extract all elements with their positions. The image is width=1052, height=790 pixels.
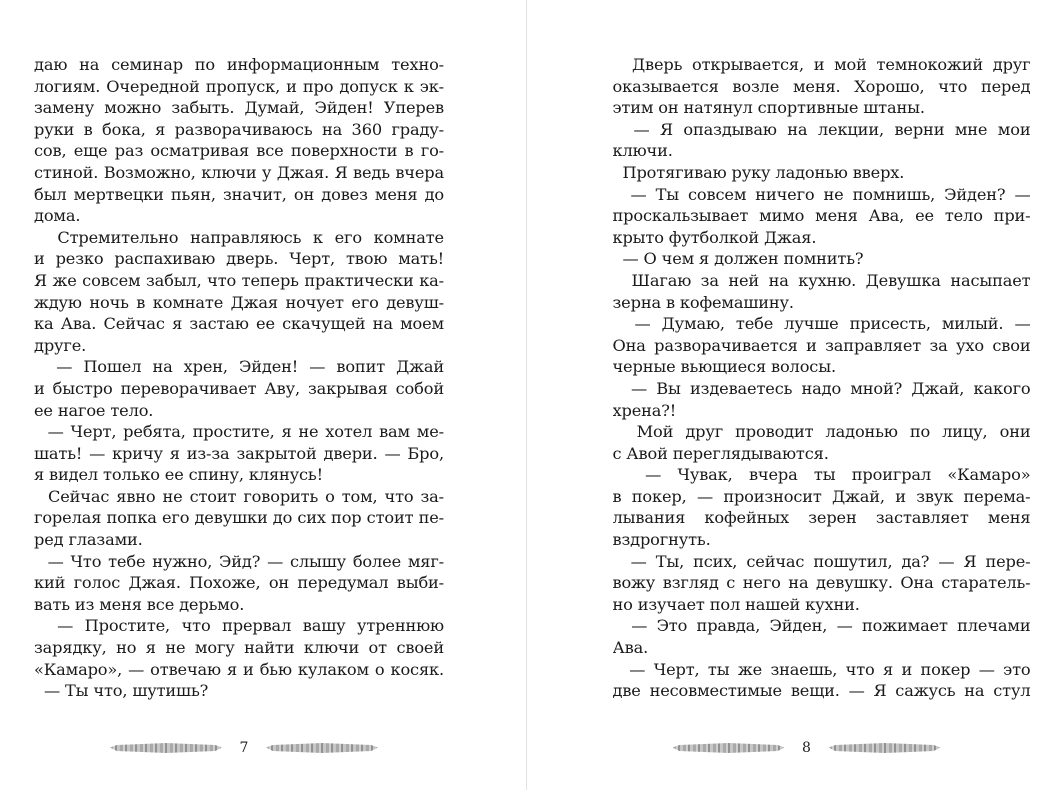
text-line: оказывается возле меня. Хорошо, что перед — [612, 76, 1031, 96]
text-line: крыто футболкой Джая. — [612, 227, 817, 247]
text-line: вать из меня все дерьмо. — [34, 594, 245, 614]
text-line: — О чем я должен помнить? — [612, 249, 864, 269]
text-line: черные вьющиеся волосы. — [612, 357, 836, 377]
text-line: ее нагое тело. — [34, 400, 154, 420]
text-line: ждую ночь в комнате Джая ночует его девуш- — [34, 292, 444, 312]
text-line: зарядку, но я не могу найти ключи от своей — [34, 638, 444, 658]
text-line: хрена?! — [612, 400, 677, 420]
text-line: Сейчас явно не стоит говорить о том, что за- — [34, 486, 444, 506]
text-line: замену можно забыть. Думай, Эйден! Уперев — [34, 98, 444, 118]
text-line: шать! — кричу я из-за закрытой двери. — Бро, — [34, 443, 444, 463]
text-line: Стремительно направляюсь к его комнате — [34, 227, 444, 247]
text-line: даю на семинар по информационным техно- — [34, 55, 444, 74]
footer-ornament-right — [829, 743, 941, 753]
text-line: Ава. — [612, 638, 649, 658]
right-page-footer — [673, 738, 941, 758]
text-line: руки в бока, я разворачиваюсь на 360 граду- — [34, 119, 444, 139]
text-line: зерна в кофемашину. — [612, 292, 794, 312]
text-line: — Что тебе нужно, Эйд? — слышу более мяг- — [34, 551, 444, 571]
text-line: — Черт, ты же знаешь, что я и покер — это — [612, 659, 1031, 679]
text-line: — Вы издеваетесь надо мной? Джай, какого — [612, 378, 1031, 398]
text-line: — Чувак, вчера ты проиграл «Камаро» — [612, 465, 1031, 485]
page-number: 7 — [239, 740, 249, 756]
text-line: и быстро переворачивает Аву, закрывая собой — [34, 378, 444, 398]
text-line: логиям. Очередной пропуск, и про допуск к эк- — [34, 76, 444, 96]
text-line: Протягиваю руку ладонью вверх. — [612, 162, 905, 182]
footer-ornament-left — [110, 743, 222, 753]
text-line: вздрогнуть. — [612, 530, 711, 550]
left-page-footer — [110, 738, 378, 758]
right-page — [527, 0, 1052, 790]
text-line: две несовместимые вещи. — Я сажусь на стул — [612, 681, 1031, 701]
text-line: в покер, — произносит Джай, и звук перема- — [612, 486, 1031, 506]
text-line: этим он натянул спортивные штаны. — [612, 98, 925, 118]
text-line: — Думаю, тебе лучше присесть, милый. — — [612, 314, 1031, 334]
text-line: — Ты, псих, сейчас пошутил, да? — Я пере- — [612, 551, 1031, 571]
text-line: горелая попка его девушки до сих пор стоит пе- — [34, 508, 444, 528]
text-line: кий голос Джая. Похоже, он передумал выби- — [34, 573, 444, 593]
left-page-text — [34, 54, 444, 702]
text-line: Мой друг проводит ладонью по лицу, они — [612, 422, 1031, 442]
text-line: Дверь открывается, и мой темнокожий друг — [612, 55, 1031, 74]
text-line: проскальзывает мимо меня Ава, ее тело при- — [612, 206, 1031, 226]
text-line: ред глазами. — [34, 530, 143, 550]
text-line: сов, еще раз осматривая все поверхности в го- — [34, 141, 444, 161]
text-line: — Ты совсем ничего не помнишь, Эйден? — — [612, 184, 1031, 204]
text-line: — Я опаздываю на лекции, верни мне мои — [612, 119, 1031, 139]
right-page-text — [613, 54, 1031, 702]
text-line: «Камаро», — отвечаю я и бью кулаком о косяк. — [34, 659, 444, 679]
text-line: — Черт, ребята, простите, я не хотел вам ме- — [34, 422, 444, 442]
text-line: Она разворачивается и заправляет за ухо свои — [612, 335, 1031, 355]
text-line: и резко распахиваю дверь. Черт, твою мать! — [34, 249, 444, 269]
text-line: Шагаю за ней на кухню. Девушка насыпает — [612, 270, 1031, 290]
text-line: стиной. Возможно, ключи у Джая. Я ведь вчера — [34, 162, 444, 182]
text-line: был мертвецки пьян, значит, он довез меня до — [34, 184, 444, 204]
footer-ornament-left — [673, 743, 785, 753]
text-line: дома. — [34, 206, 81, 226]
text-line: — Пошел на хрен, Эйден! — вопит Джай — [34, 357, 444, 377]
page-number: 8 — [802, 740, 811, 756]
text-line: — Ты что, шутишь? — [34, 681, 209, 701]
text-line: Я же совсем забыл, что теперь практически ка- — [34, 270, 444, 290]
text-line: — Простите, что прервал вашу утреннюю — [34, 616, 444, 636]
text-line: ключи. — [612, 141, 673, 161]
text-line: — Это правда, Эйден, — пожимает плечами — [612, 616, 1031, 636]
text-line: ка Ава. Сейчас я застаю ее скачущей на моем — [34, 314, 444, 334]
text-line: вожу взгляд с него на девушку. Она старатель- — [612, 573, 1031, 593]
footer-ornament-right — [266, 743, 378, 753]
text-line: лывания кофейных зерен заставляет меня — [612, 508, 1031, 528]
text-line: я видел только ее спину, клянусь! — [34, 465, 323, 485]
text-line: но изучает пол нашей кухни. — [612, 594, 860, 614]
text-line: с Авой переглядываются. — [612, 443, 829, 463]
text-line: друге. — [34, 335, 87, 355]
